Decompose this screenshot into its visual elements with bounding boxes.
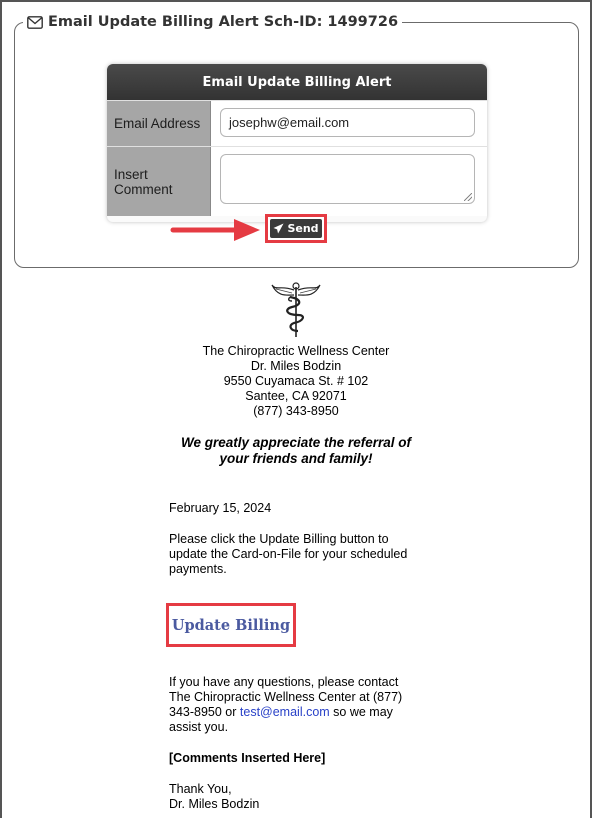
alert-legend-text: Email Update Billing Alert Sch-ID: 1499726: [48, 14, 399, 30]
send-label: Send: [287, 222, 319, 235]
email-label: Email Address: [107, 101, 211, 146]
send-highlight: [265, 214, 327, 243]
tagline-line2: your friends and family!: [219, 451, 373, 466]
comment-row: [107, 146, 487, 216]
form-header: Email Update Billing Alert: [107, 64, 487, 100]
closing-text: Thank You,: [169, 782, 232, 796]
address-line1: 9550 Cuyamaca St. # 102: [223, 374, 369, 388]
contact-text: [169, 675, 414, 735]
send-button[interactable]: [270, 219, 322, 238]
contact-suffix: so we may assist you.: [169, 705, 393, 734]
doctor-name: Dr. Miles Bodzin: [250, 359, 342, 373]
closing-block: [169, 782, 429, 812]
contact-prefix: If you have any questions, please contact The Chiropractic Wellness Center at (877) 343-8950 or: [169, 675, 403, 719]
email-field-cell: [211, 101, 487, 146]
tagline-line1: We greatly appreciate the referral of: [180, 435, 412, 450]
caduceus-icon: [270, 281, 322, 339]
referral-tagline: [0, 435, 592, 467]
comment-label: Insert Comment: [107, 147, 211, 216]
email-row: [107, 100, 487, 146]
address-line2: Santee, CA 92071: [245, 389, 347, 403]
paper-plane-icon: [273, 223, 284, 234]
comments-placeholder: [Comments Inserted Here]: [169, 751, 326, 765]
instruction-text: Please click the Update Billing button to update the Card-on-File for your scheduled payments.: [169, 532, 408, 576]
contact-email-link[interactable]: test@email.com: [239, 705, 330, 719]
practice-phone: (877) 343-8950: [253, 404, 339, 418]
resize-grip-icon[interactable]: [464, 193, 472, 201]
signature-text: Dr. Miles Bodzin: [169, 797, 260, 811]
comment-textarea[interactable]: [220, 154, 475, 204]
pointer-arrow-icon: [170, 217, 262, 243]
practice-address-block: [0, 344, 592, 419]
practice-name: The Chiropractic Wellness Center: [202, 344, 390, 358]
update-billing-button[interactable]: Update Billing: [171, 616, 291, 634]
email-input[interactable]: josephw@email.com: [220, 108, 475, 137]
update-billing-highlight: [166, 603, 296, 647]
envelope-icon: [27, 16, 43, 29]
email-form-panel: [107, 64, 487, 222]
comment-field-cell: [211, 147, 487, 216]
alert-legend: [23, 14, 402, 30]
email-date: February 15, 2024: [169, 501, 272, 515]
